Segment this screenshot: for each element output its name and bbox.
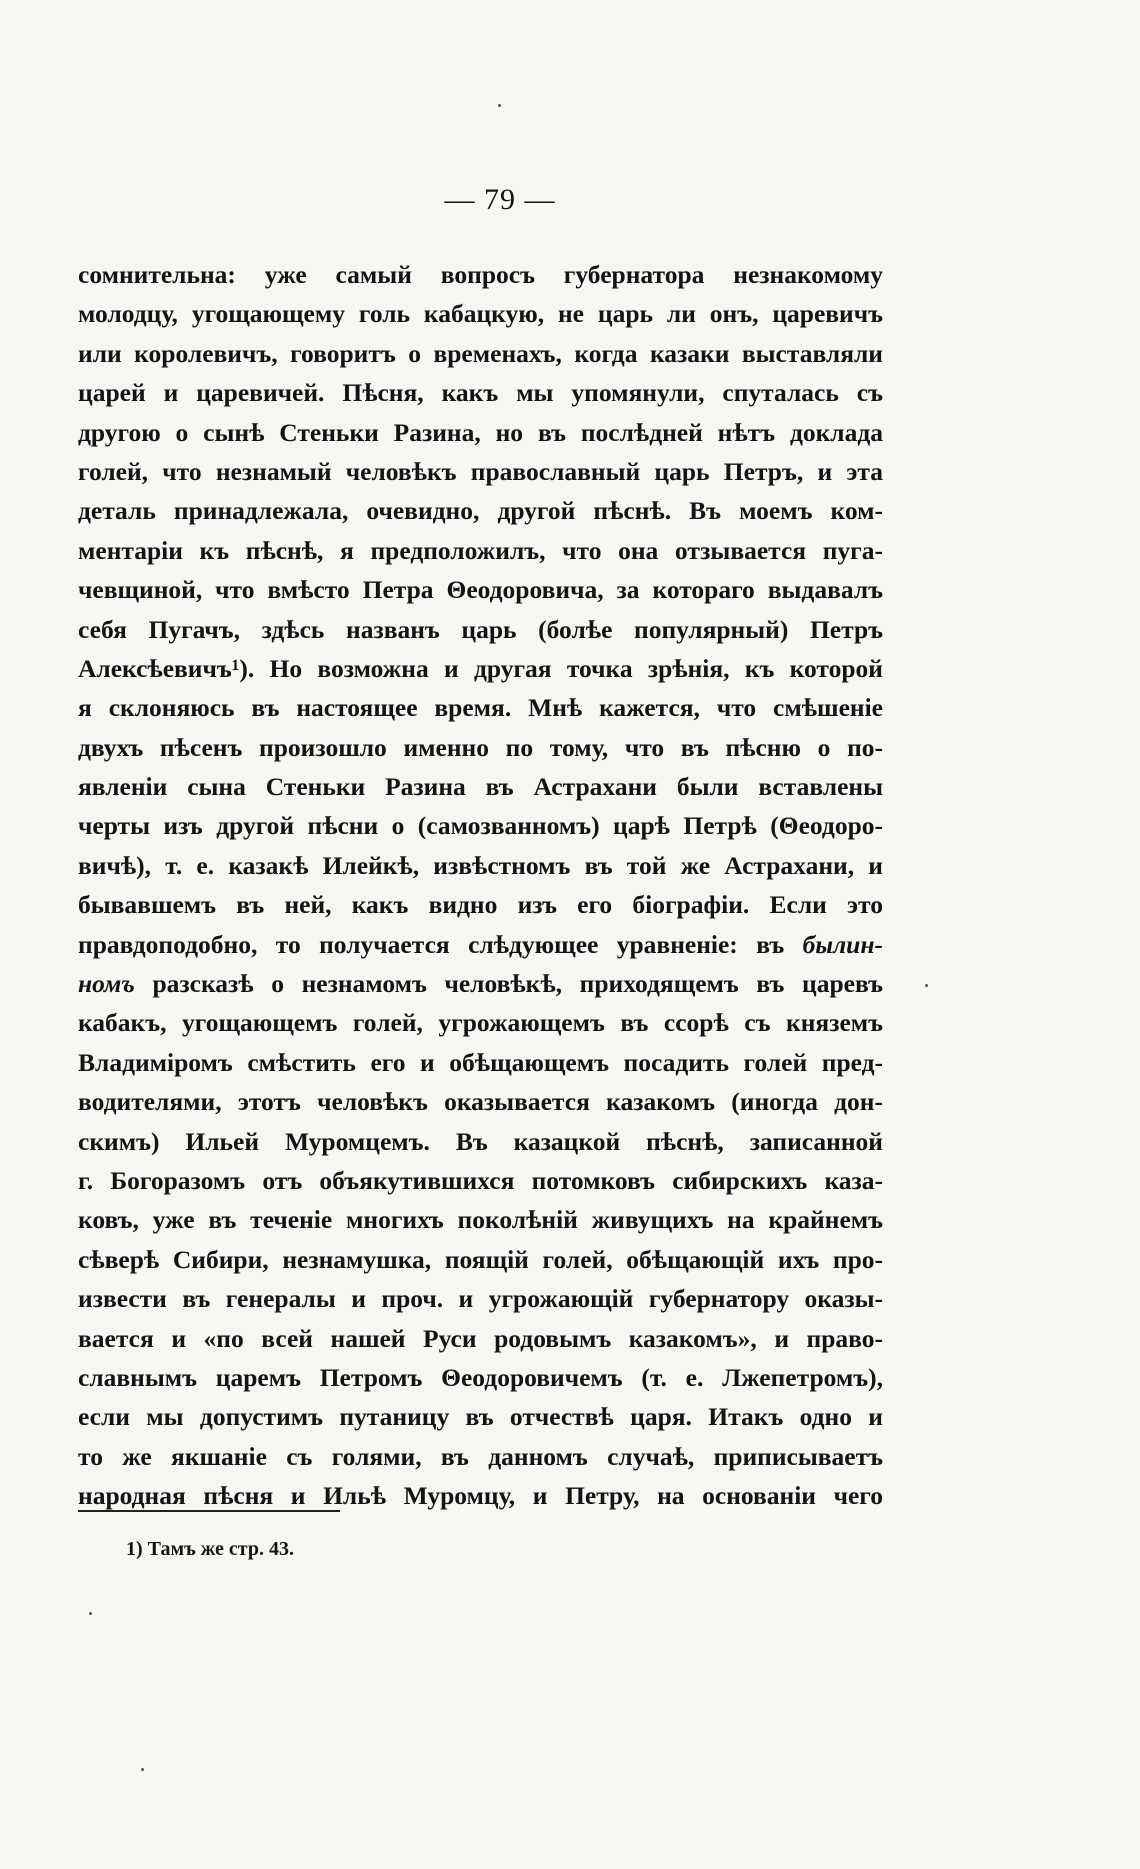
text-line: Владиміромъ смѣстить его и обѣщающемъ посадить голей пред- [78,1047,883,1077]
text-line: скимъ) Ильей Муромцемъ. Въ казацкой пѣснѣ, записанной [78,1126,883,1156]
print-speck [89,1612,92,1615]
italic-fragment: былин- [802,929,883,959]
footnote-divider [78,1510,340,1512]
text-line: голей, что незнамый человѣкъ православный царь Петръ, и эта [78,456,883,486]
text-line: или королевичъ, говоритъ о временахъ, когда казаки выставляли [78,338,883,368]
footnote: 1) Тамъ же стр. 43. [126,1538,294,1560]
text-line: г. Богоразомъ отъ объякутившихся потомковъ сибирскихъ каза- [78,1165,883,1195]
text-line: то же якшаніе съ голями, въ данномъ случаѣ, приписываетъ [78,1441,883,1471]
body-text [78,255,883,1516]
text-line-italic-start: номъ разсказѣ о незнамомъ человѣкѣ, приходящемъ въ царевъ [78,969,883,999]
text-line: народная пѣсня и Ильѣ Муромцу, и Петру, на основаніи чего [78,1481,883,1511]
text-line: черты изъ другой пѣсни о (самозванномъ) царѣ Петрѣ (Θеодоро- [78,811,883,841]
print-speck [498,104,501,107]
text-line: извести въ генералы и проч. и угрожающій губернатору оказы- [78,1284,883,1314]
text-line-italic-end: правдоподобно, то получается слѣдующее уравненіе: въ былин- [78,929,883,959]
text-line: кабакъ, угощающемъ голей, угрожающемъ въ ссорѣ съ княземъ [78,1008,883,1038]
text-line: себя Пугачъ, здѣсь названъ царь (болѣе популярный) Петръ [78,614,883,644]
text-line: ментаріи къ пѣснѣ, я предположилъ, что она отзывается пуга- [78,535,883,565]
page-number: — 79 — [444,183,556,216]
text-line: сомнительна: уже самый вопросъ губернатора незнакомому [78,260,883,289]
text-line: ковъ, уже въ теченіе многихъ поколѣній живущихъ на крайнемъ [78,1205,883,1235]
italic-fragment: номъ [78,969,135,999]
print-speck [925,984,928,987]
text-line: бывавшемъ въ ней, какъ видно изъ его біографіи. Если это [78,890,883,920]
text-line: сѣверѣ Сибири, незнамушка, поящій голей, обѣщающій ихъ про- [78,1244,883,1274]
text-line: деталь принадлежала, очевидно, другой пѣснѣ. Въ моемъ ком- [78,496,883,526]
text-line: я склоняюсь въ настоящее время. Мнѣ кажется, что смѣшеніе [78,693,883,723]
text-line: чевщиной, что вмѣсто Петра Θеодоровича, за котораго выдавалъ [78,575,883,605]
text-line: другою о сынѣ Стеньки Разина, но въ послѣдней нѣтъ доклада [78,417,883,447]
print-speck [141,1768,144,1771]
text-line: вается и «по всей нашей Руси родовымъ казакомъ», и право- [78,1323,883,1353]
text-line: славнымъ царемъ Петромъ Θеодоровичемъ (т. е. Лжепетромъ), [78,1362,883,1392]
text-line: двухъ пѣсенъ произошло именно по тому, что въ пѣсню о по- [78,732,883,762]
text-line-with-footnote-ref: Алексѣевичъ¹). Но возможна и другая точка зрѣнія, къ которой [78,653,883,683]
text-line: вичѣ), т. е. казакѣ Илейкѣ, извѣстномъ въ той же Астрахани, и [78,850,883,880]
text-line: молодцу, угощающему голь кабацкую, не царь ли онъ, царевичъ [78,299,883,329]
text-line: водителями, этотъ человѣкъ оказывается казакомъ (иногда дон- [78,1087,883,1117]
text-line: явленіи сына Стеньки Разина въ Астрахани были вставлены [78,772,883,802]
text-line: царей и царевичей. Пѣсня, какъ мы упомянули, спуталась съ [78,378,883,408]
text-line: если мы допустимъ путаницу въ отчествѣ царя. Итакъ одно и [78,1402,883,1432]
